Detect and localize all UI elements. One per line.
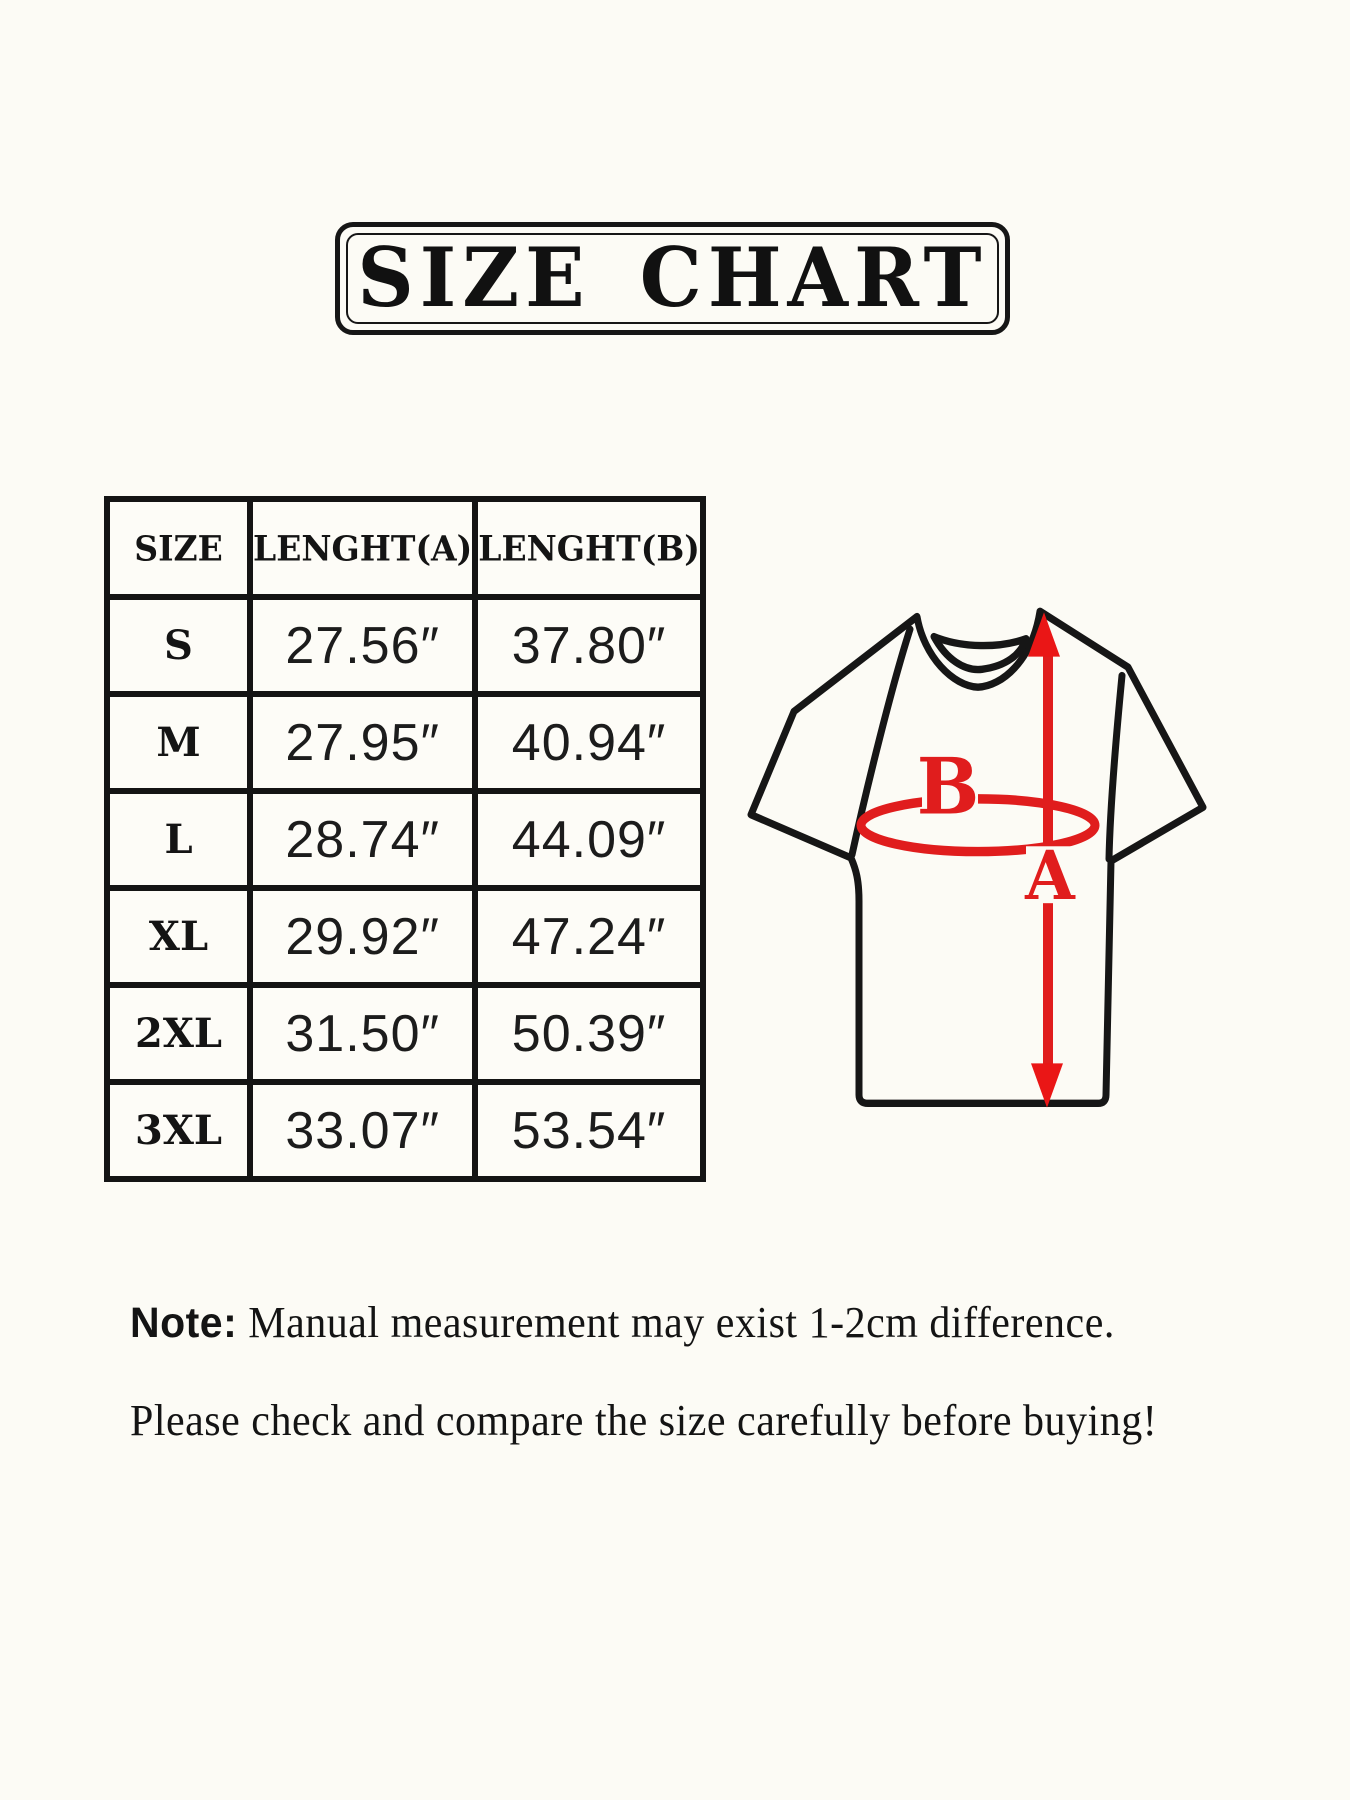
tshirt-diagram	[720, 585, 1280, 1175]
note-line-1	[130, 1298, 1115, 1348]
column-header-length-a: LENGHT(A)	[250, 497, 475, 600]
size-label: L	[107, 791, 250, 888]
note-prefix: Note:	[130, 1298, 238, 1347]
table-row	[107, 791, 703, 888]
tshirt-outline	[751, 611, 1203, 1103]
table-row	[107, 1082, 703, 1179]
size-label: 2XL	[107, 985, 250, 1082]
length-b-value: 37.80″	[475, 597, 703, 694]
table-header-row	[107, 499, 703, 597]
label-a: A	[1025, 835, 1075, 916]
length-a-value: 27.56″	[250, 597, 475, 694]
note-text: Manual measurement may exist 1-2cm difference.	[237, 1299, 1115, 1348]
size-chart-title-inner-border	[346, 233, 999, 324]
length-b-value: 40.94″	[475, 694, 703, 791]
size-chart-title-box	[335, 222, 1010, 335]
size-label: 3XL	[107, 1082, 250, 1179]
column-header-size: SIZE	[107, 497, 250, 600]
length-b-value: 44.09″	[475, 791, 703, 888]
size-label: S	[107, 597, 250, 694]
column-header-length-b: LENGHT(B)	[475, 497, 703, 600]
size-label: XL	[107, 888, 250, 985]
collar-opening	[934, 637, 1026, 670]
length-a-value: 29.92″	[250, 888, 475, 985]
length-a-value: 33.07″	[250, 1082, 475, 1179]
table-row	[107, 597, 703, 694]
length-a-value: 28.74″	[250, 791, 475, 888]
length-a-value: 31.50″	[250, 985, 475, 1082]
length-b-value: 53.54″	[475, 1082, 703, 1179]
size-label: M	[107, 694, 250, 791]
size-table	[104, 496, 706, 1182]
page-title: SIZE CHART	[357, 231, 988, 326]
label-b: B	[916, 740, 980, 833]
table-row	[107, 985, 703, 1082]
length-a-value: 27.95″	[250, 694, 475, 791]
length-b-value: 50.39″	[475, 985, 703, 1082]
table-row	[107, 888, 703, 985]
length-b-value: 47.24″	[475, 888, 703, 985]
note-line-2: Please check and compare the size carefully before buying!	[130, 1397, 1158, 1446]
right-seam-line	[1109, 676, 1122, 859]
table-row	[107, 694, 703, 791]
